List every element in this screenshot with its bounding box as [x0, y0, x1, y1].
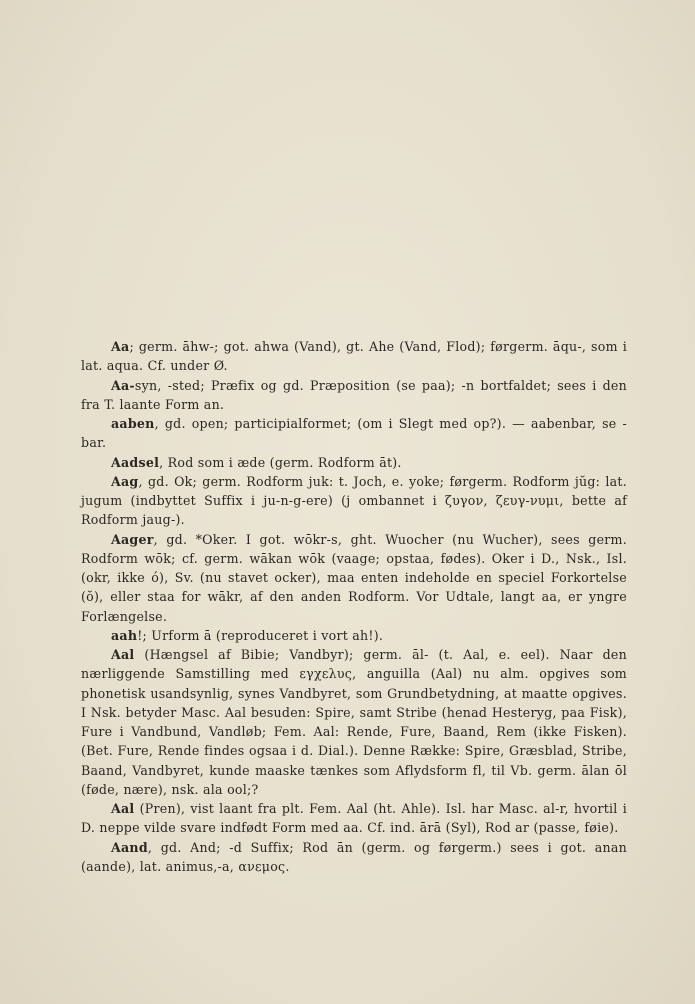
dictionary-entry	[81, 530, 627, 626]
dictionary-entry	[81, 838, 627, 877]
dictionary-entry	[81, 799, 627, 838]
dictionary-entry	[81, 337, 627, 376]
entry-text: , gd. And; -d Suffix; Rod ān (germ. og førgerm.) sees i got. anan (aande), lat. animus,-a, ανεμος.	[81, 839, 627, 874]
dictionary-entry	[81, 376, 627, 415]
dictionary-entry	[81, 626, 627, 645]
dictionary-entry	[81, 472, 627, 530]
entry-text: ; germ. āhw-; got. ahwa (Vand), gt. Ahe (Vand, Flod); førgerm. āqu-, som i lat. aqua. Cf. under Ø.	[81, 339, 627, 374]
entry-text: , gd. Ok; germ. Rodform juk: t. Joch, e. yoke; førgerm. Rodform jŭg: lat. jugum (indbyttet Suffix i ju-n-g-ere) (j ombannet i ζυγον, ζευγ-νυμι, bette af Rodform jaug-).	[81, 473, 627, 528]
entry-text: !; Urform ā (reproduceret i vort ah!).	[137, 627, 384, 643]
entry-headword: aaben	[111, 416, 155, 431]
dictionary-entry	[81, 414, 627, 453]
entry-headword: Aager	[111, 531, 154, 547]
entry-text: , Rod som i æde (germ. Rodform āt).	[159, 454, 402, 470]
entry-text: , gd. open; participialformet; (om i Slegt med op?). — aabenbar, se -bar.	[81, 416, 627, 451]
entry-headword: Aag	[111, 473, 139, 489]
entry-text: (Pren), vist laant fra plt. Fem. Aal (ht. Ahle). Isl. har Masc. al-r, hvortil i D. neppe vilde svare indfødt Form med aa. Cf. ind. ārā (Syl), Rod ar (passe, føie).	[81, 801, 627, 836]
dictionary-entry	[81, 453, 627, 472]
entry-text: syn, -sted; Præfix og gd. Præposition (se paa); -n bortfaldet; sees i den fra T. laante Form an.	[81, 377, 627, 412]
entry-text: , gd. *Oker. I got. wōkr-s, ght. Wuocher (nu Wucher), sees germ. Rodform wōk; cf. germ. wākan wōk (vaage; opstaa, fødes). Oker i D., Nsk., Isl. (okr, ikke ó), Sv. (nu stavet ocker), maa enten indeholde en speciel Forkortelse (ŏ), eller staa for wākr, af den anden Rodform. Vor Udtale, langt aa, er yngre Forlængelse.	[81, 531, 627, 624]
entry-headword: Aadsel	[111, 454, 160, 470]
dictionary-entries	[81, 337, 627, 876]
entry-headword: Aand	[111, 839, 148, 855]
dictionary-entry	[81, 645, 627, 799]
entry-headword: Aal	[111, 647, 135, 662]
entry-text: (Hængsel af Bibie; Vandbyr); germ. āl- (t. Aal, e. eel). Naar den nærliggende Samstilling med εγχελυς, anguilla (Aal) nu alm. opgives som phonetisk usandsynlig, synes Vandbyret, som Grundbetydning, at maatte opgives. I Nsk. betyder Masc. Aal besuden: Spire, samt Stribe (henad Hesteryg, paa Fisk), Fure i Vandbund, Vandløb; Fem. Aal: Rende, Fure, Baand, Rem (ikke Fisken). (Bet. Fure, Rende findes ogsaa i d. Dial.). Denne Række: Spire, Græsblad, Stribe, Baand, Vandbyret, kunde maaske tænkes som Aflydsform fl, til Vb. germ. ālan ōl (føde, nære), nsk. ala ool;?	[81, 647, 627, 797]
entry-headword: aah	[111, 627, 138, 643]
entry-headword: Aal	[111, 801, 135, 816]
entry-headword: Aa	[111, 339, 130, 354]
entry-headword: Aa-	[111, 377, 135, 393]
